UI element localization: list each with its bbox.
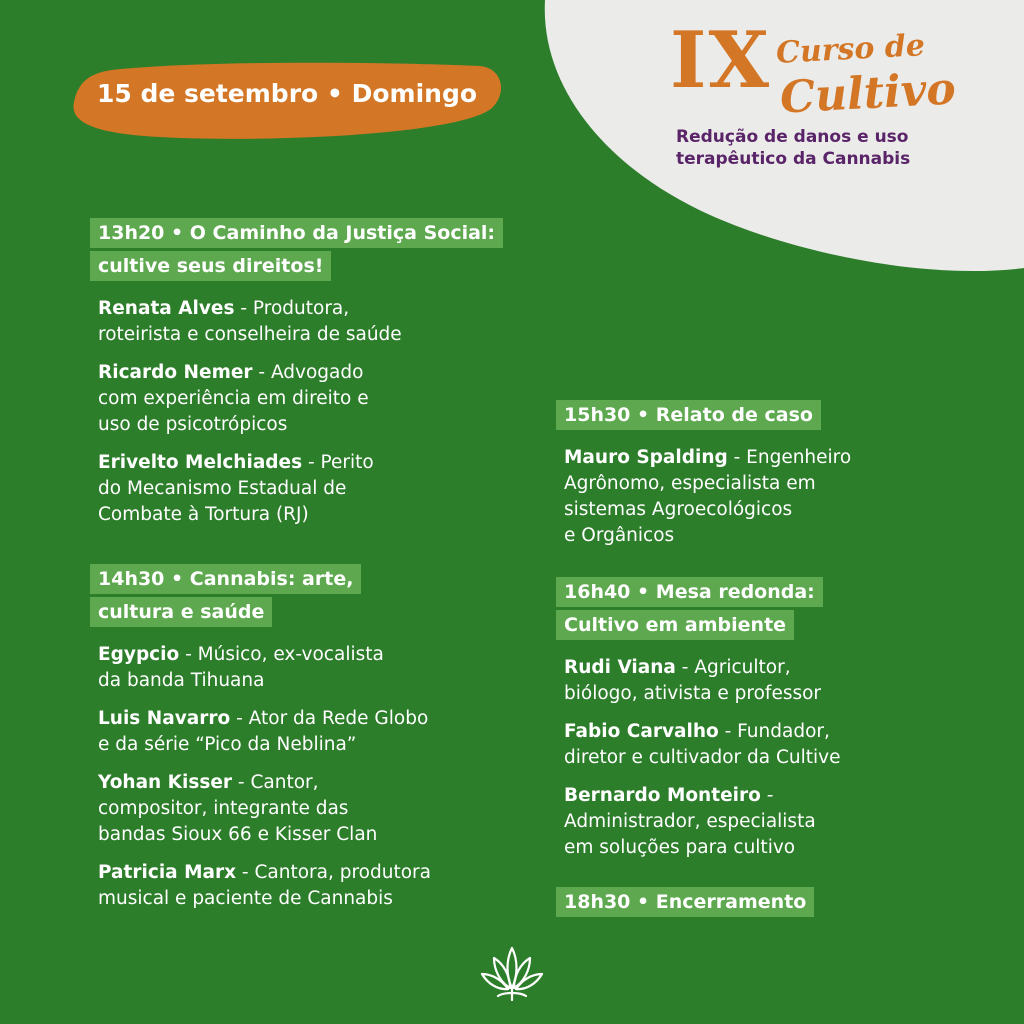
speaker-name: Egypcio xyxy=(98,644,180,665)
speaker-desc: - Engenheiro xyxy=(727,447,852,468)
speaker-desc: sistemas Agroecológicos xyxy=(564,499,793,520)
speaker-desc: - Ator da Rede Globo xyxy=(230,708,429,729)
schedule-left-column xyxy=(90,218,530,912)
speaker-desc: em soluções para cultivo xyxy=(564,837,796,858)
speaker-desc: diretor e cultivador da Cultive xyxy=(564,747,841,768)
cannabis-leaf-icon xyxy=(476,944,548,1004)
session-heading-line: cultive seus direitos! xyxy=(90,251,331,281)
speaker-entry xyxy=(556,655,996,707)
speaker-entry xyxy=(556,445,996,549)
speaker-desc: compositor, integrante das xyxy=(98,798,349,819)
speaker-desc: do Mecanismo Estadual de xyxy=(98,478,347,499)
speaker-entry xyxy=(556,783,996,861)
session-heading xyxy=(90,218,530,284)
speaker-name: Erivelto Melchiades xyxy=(98,452,303,473)
session-1530 xyxy=(556,400,996,549)
speaker-desc: musical e paciente de Cannabis xyxy=(98,888,393,909)
speaker-entry xyxy=(556,719,996,771)
speaker-name: Mauro Spalding xyxy=(564,447,728,468)
title-line-1: Curso de xyxy=(775,28,926,71)
speaker-desc: - Advogado xyxy=(252,362,364,383)
speaker-desc: - Músico, ex-vocalista xyxy=(179,644,384,665)
event-date: 15 de setembro • Domingo xyxy=(96,78,478,108)
subtitle-line-1: Redução de danos e uso xyxy=(676,127,909,147)
speaker-name: Renata Alves xyxy=(98,298,235,319)
speaker-name: Bernardo Monteiro xyxy=(564,785,761,806)
speaker-entry xyxy=(90,450,530,528)
speaker-desc: bandas Sioux 66 e Kisser Clan xyxy=(98,824,378,845)
speaker-name: Patricia Marx xyxy=(98,862,237,883)
speaker-desc: Agrônomo, especialista em xyxy=(564,473,816,494)
speaker-desc: roteirista e conselheira de saúde xyxy=(98,324,402,345)
speaker-desc: - xyxy=(760,785,774,806)
speaker-name: Luis Navarro xyxy=(98,708,231,729)
title-numeral: IX xyxy=(670,15,772,106)
subtitle-line-2: terapêutico da Cannabis xyxy=(676,149,911,169)
title-line-2: Cultivo xyxy=(778,63,957,124)
speaker-desc: com experiência em direito e xyxy=(98,388,369,409)
session-1640 xyxy=(556,577,996,861)
speaker-desc: - Cantora, produtora xyxy=(236,862,431,883)
session-1830 xyxy=(556,887,996,920)
session-heading-line: 13h20 • O Caminho da Justiça Social: xyxy=(90,218,503,248)
speaker-name: Yohan Kisser xyxy=(98,772,233,793)
speaker-desc: Combate à Tortura (RJ) xyxy=(98,504,309,525)
date-badge xyxy=(72,62,502,140)
speaker-desc: Administrador, especialista xyxy=(564,811,816,832)
speaker-entry xyxy=(90,296,530,348)
speaker-entry xyxy=(90,860,530,912)
speaker-entry xyxy=(90,642,530,694)
speaker-name: Rudi Viana xyxy=(564,657,676,678)
speaker-desc: uso de psicotrópicos xyxy=(98,414,288,435)
speaker-entry xyxy=(90,770,530,848)
session-heading xyxy=(90,564,530,630)
speaker-desc: biólogo, ativista e professor xyxy=(564,683,822,704)
session-heading-line: 15h30 • Relato de caso xyxy=(556,400,821,430)
speaker-desc: - Produtora, xyxy=(234,298,350,319)
session-heading-line: Cultivo em ambiente xyxy=(556,610,794,640)
schedule-right-column xyxy=(556,400,996,920)
speaker-entry xyxy=(90,360,530,438)
speaker-desc: - Cantor, xyxy=(232,772,319,793)
speaker-desc: - Perito xyxy=(302,452,374,473)
speaker-entry xyxy=(90,706,530,758)
course-subtitle xyxy=(676,126,976,170)
session-1320 xyxy=(90,218,530,528)
session-heading-line: cultura e saúde xyxy=(90,597,272,627)
session-1430 xyxy=(90,564,530,912)
session-heading-line: 14h30 • Cannabis: arte, xyxy=(90,564,361,594)
session-heading-line: 18h30 • Encerramento xyxy=(556,887,814,917)
speaker-desc: e da série “Pico da Neblina” xyxy=(98,734,357,755)
session-heading xyxy=(556,577,996,643)
speaker-desc: - Agricultor, xyxy=(675,657,791,678)
speaker-name: Fabio Carvalho xyxy=(564,721,719,742)
session-heading xyxy=(556,400,996,433)
session-heading-line: 16h40 • Mesa redonda: xyxy=(556,577,823,607)
speaker-desc: - Fundador, xyxy=(718,721,830,742)
session-heading xyxy=(556,887,996,920)
speaker-desc: e Orgânicos xyxy=(564,525,675,546)
speaker-desc: da banda Tihuana xyxy=(98,670,265,691)
speaker-name: Ricardo Nemer xyxy=(98,362,253,383)
